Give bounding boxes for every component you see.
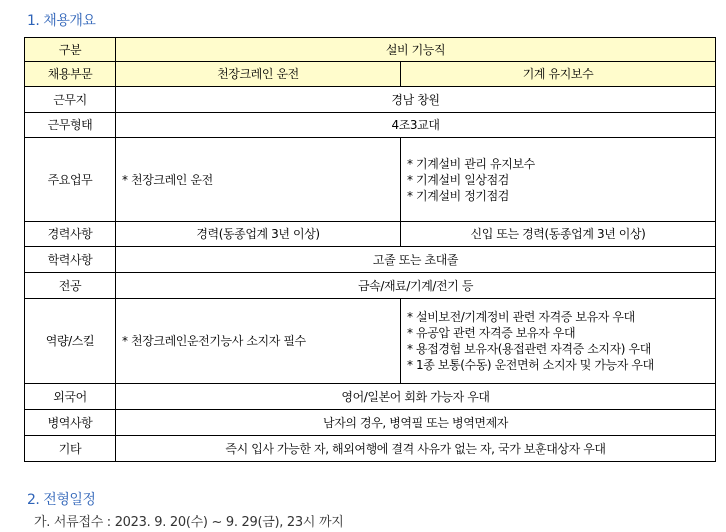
etc-value: 즉시 입사 가능한 자, 해외여행에 결격 사유가 없는 자, 국가 보훈대상자 우대: [116, 436, 716, 462]
duty-item: * 기계설비 정기점검: [407, 188, 509, 203]
table-row-skills: [25, 299, 716, 384]
row-label-major: 전공: [25, 273, 116, 299]
schedule-item-document-submission: 가. 서류접수 : 2023. 9. 20(수) ~ 9. 29(금), 23시 까지: [34, 515, 344, 530]
table-row-military: [25, 410, 716, 436]
row-label-language: 외국어: [25, 384, 116, 410]
recruitment-overview-table: [24, 37, 716, 462]
row-label-skills: 역량/스킬: [25, 299, 116, 384]
row-label-work-type: 근무형태: [25, 113, 116, 138]
row-label-division: 채용부문: [25, 62, 116, 87]
duty-item: * 기계설비 일상점검: [407, 172, 509, 187]
table-row-location: [25, 87, 716, 113]
table-row-division: [25, 62, 716, 87]
row-label-military: 병역사항: [25, 410, 116, 436]
table-row-experience: [25, 222, 716, 247]
skill-item: * 용접경험 보유자(용접관련 자격증 소지자) 우대: [407, 342, 651, 356]
section-title-overview: 1. 채용개요: [27, 13, 96, 29]
skill-item: * 1종 보통(수동) 운전면허 소지자 및 가능자 우대: [407, 358, 654, 372]
duties-maintenance: [401, 138, 716, 222]
education-value: 고졸 또는 초대졸: [116, 247, 716, 273]
military-value: 남자의 경우, 병역필 또는 병역면제자: [116, 410, 716, 436]
row-label-duties: 주요업무: [25, 138, 116, 222]
major-value: 금속/재료/기계/전기 등: [116, 273, 716, 299]
row-label-education: 학력사항: [25, 247, 116, 273]
division-maintenance: 기계 유지보수: [401, 62, 716, 87]
row-label-etc: 기타: [25, 436, 116, 462]
experience-crane: 경력(동종업계 3년 이상): [116, 222, 401, 247]
skill-item: * 설비보전/기계정비 관련 자격증 보유자 우대: [407, 310, 635, 324]
table-row-language: [25, 384, 716, 410]
table-row-duties: [25, 138, 716, 222]
table-row-major: [25, 273, 716, 299]
row-label-experience: 경력사항: [25, 222, 116, 247]
row-label-category: 구분: [25, 38, 116, 62]
language-value: 영어/일본어 회화 가능자 우대: [116, 384, 716, 410]
table-row-category: [25, 38, 716, 62]
table-row-education: [25, 247, 716, 273]
work-type-value: 4조3교대: [116, 113, 716, 138]
table-row-work-type: [25, 113, 716, 138]
duties-crane: * 천장크레인 운전: [116, 138, 401, 222]
location-value: 경남 창원: [116, 87, 716, 113]
experience-maintenance: 신입 또는 경력(동종업계 3년 이상): [401, 222, 716, 247]
duty-item: * 기계설비 관리 유지보수: [407, 156, 535, 171]
skills-crane: * 천장크레인운전기능사 소지자 필수: [116, 299, 401, 384]
row-label-location: 근무지: [25, 87, 116, 113]
table-row-etc: [25, 436, 716, 462]
section-title-schedule: 2. 전형일정: [27, 492, 96, 508]
skill-item: * 유공압 관련 자격증 보유자 우대: [407, 326, 576, 340]
division-crane: 천장크레인 운전: [116, 62, 401, 87]
skills-maintenance: [401, 299, 716, 384]
category-value: 설비 기능직: [116, 38, 716, 62]
